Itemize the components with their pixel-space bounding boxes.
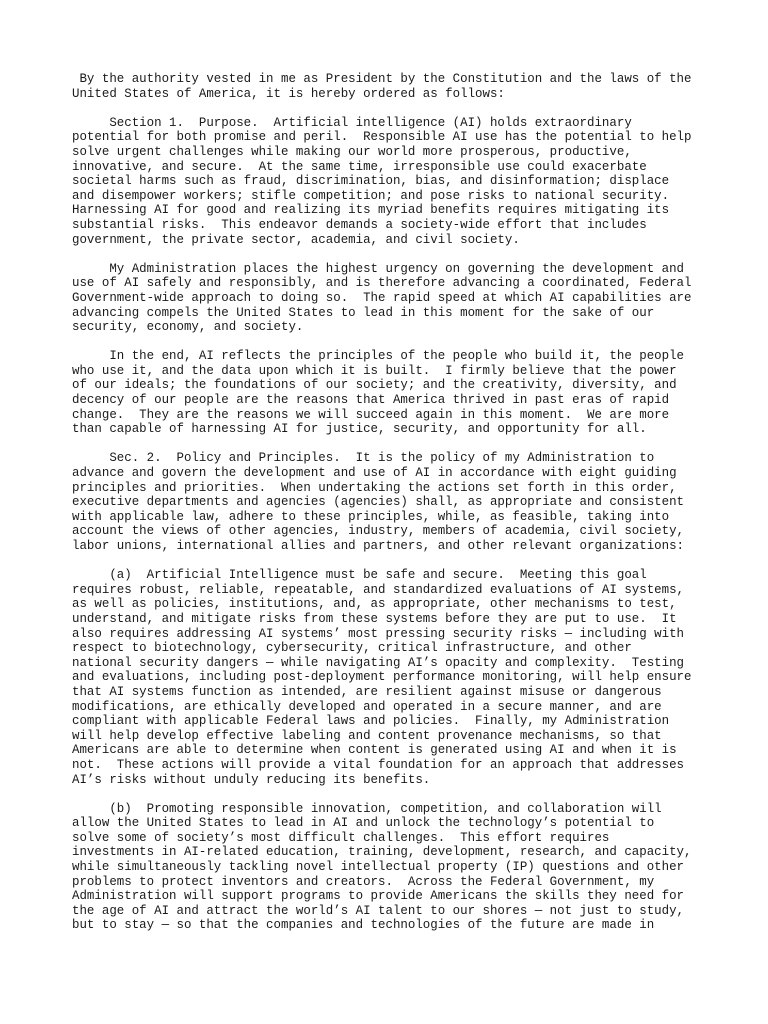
text-line: executive departments and agencies (agencies) shall, as appropriate and consistent: [72, 495, 685, 510]
text-line: while simultaneously tackling novel intellectual property (IP) questions and other: [72, 860, 685, 875]
text-line: substantial risks. This endeavor demands a society-wide effort that includes: [72, 217, 647, 232]
text-line: also requires addressing AI systems’ most pressing security risks — including with: [72, 626, 685, 641]
text-line: problems to protect inventors and creators. Across the Federal Government, my: [72, 874, 655, 889]
text-line: but to stay — so that the companies and technologies of the future are made in: [72, 918, 655, 933]
text-line: (b) Promoting responsible innovation, competition, and collaboration will: [72, 801, 662, 816]
text-line: government, the private sector, academia, and civil society.: [72, 232, 520, 247]
paragraph-sec1-p2: [72, 262, 712, 335]
text-line: Administration will support programs to provide Americans the skills they need for: [72, 889, 685, 904]
text-line: respect to biotechnology, cybersecurity, critical infrastructure, and other: [72, 641, 632, 656]
text-line: solve urgent challenges while making our world more prosperous, productive,: [72, 144, 632, 159]
document-page: [72, 72, 712, 948]
paragraph-preamble: [72, 72, 712, 101]
text-line: and evaluations, including post-deployment performance monitoring, will help ensure: [72, 670, 692, 685]
text-line: that AI systems function as intended, are resilient against misuse or dangerous: [72, 684, 662, 699]
text-line: compliant with applicable Federal laws and policies. Finally, my Administration: [72, 714, 670, 729]
text-line: advance and govern the development and use of AI in accordance with eight guiding: [72, 466, 677, 481]
text-line: labor unions, international allies and partners, and other relevant organizations:: [72, 539, 685, 553]
text-line: innovative, and secure. At the same time, irresponsible use could exacerbate: [72, 159, 647, 174]
text-line: Sec. 2. Policy and Principles. It is the policy of my Administration to: [72, 451, 655, 466]
text-line: not. These actions will provide a vital foundation for an approach that addresses: [72, 757, 685, 772]
text-line: societal harms such as fraud, discrimination, bias, and disinformation; displace: [72, 174, 670, 189]
paragraph-sec2-b: [72, 802, 712, 933]
text-line: change. They are the reasons we will succeed again in this moment. We are more: [72, 407, 670, 422]
text-line: allow the United States to lead in AI and unlock the technology’s potential to: [72, 816, 655, 831]
text-line: modifications, are ethically developed and operated in a secure manner, and are: [72, 699, 662, 714]
text-line: understand, and mitigate risks from these systems before they are put to use. It: [72, 611, 677, 626]
text-line: as well as policies, institutions, and, as appropriate, other mechanisms to test,: [72, 597, 677, 612]
text-line: security, economy, and society.: [72, 320, 304, 335]
text-line: solve some of society’s most difficult challenges. This effort requires: [72, 830, 610, 845]
text-line: By the authority vested in me as President by the Constitution and the laws of the: [72, 72, 692, 86]
text-line: Americans are able to determine when content is generated using AI and when it is: [72, 743, 677, 758]
text-line: advancing compels the United States to lead in this moment for the sake of our: [72, 305, 655, 320]
paragraph-sec2-a: [72, 568, 712, 787]
text-line: who use it, and the data upon which it is built. I firmly believe that the power: [72, 363, 677, 378]
text-line: requires robust, reliable, repeatable, and standardized evaluations of AI systems,: [72, 582, 685, 597]
text-line: investments in AI-related education, training, development, research, and capacity,: [72, 845, 692, 860]
text-line: Section 1. Purpose. Artificial intelligence (AI) holds extraordinary: [72, 115, 632, 130]
text-line: and disempower workers; stifle competition; and pose risks to national security.: [72, 188, 670, 203]
text-line: decency of our people are the reasons that America thrived in past eras of rapid: [72, 393, 670, 408]
text-line: national security dangers — while navigating AI’s opacity and complexity. Testing: [72, 655, 685, 670]
text-line: Government-wide approach to doing so. The rapid speed at which AI capabilities are: [72, 290, 692, 305]
text-line: use of AI safely and responsibly, and is therefore advancing a coordinated, Federal: [72, 276, 692, 291]
text-line: My Administration places the highest urgency on governing the development and: [72, 261, 685, 276]
text-line: than capable of harnessing AI for justice, security, and opportunity for all.: [72, 422, 647, 437]
paragraph-sec1-p1: [72, 116, 712, 247]
text-line: account the views of other agencies, industry, members of academia, civil society,: [72, 524, 685, 539]
text-line: AI’s risks without unduly reducing its benefits.: [72, 772, 431, 787]
text-line: of our ideals; the foundations of our society; and the creativity, diversity, and: [72, 378, 677, 393]
text-line: the age of AI and attract the world’s AI talent to our shores — not just to study,: [72, 903, 685, 918]
text-line: potential for both promise and peril. Responsible AI use has the potential to help: [72, 130, 692, 145]
text-line: principles and priorities. When undertaking the actions set forth in this order,: [72, 480, 677, 495]
text-line: In the end, AI reflects the principles of the people who build it, the people: [72, 349, 685, 364]
paragraph-sec2-intro: [72, 451, 712, 553]
paragraph-sec1-p3: [72, 349, 712, 437]
text-line: United States of America, it is hereby ordered as follows:: [72, 86, 505, 101]
text-line: with applicable law, adhere to these principles, while, as feasible, taking into: [72, 509, 670, 524]
text-line: Harnessing AI for good and realizing its myriad benefits requires mitigating its: [72, 203, 670, 218]
text-line: (a) Artificial Intelligence must be safe and secure. Meeting this goal: [72, 568, 647, 583]
text-line: will help develop effective labeling and content provenance mechanisms, so that: [72, 728, 662, 743]
